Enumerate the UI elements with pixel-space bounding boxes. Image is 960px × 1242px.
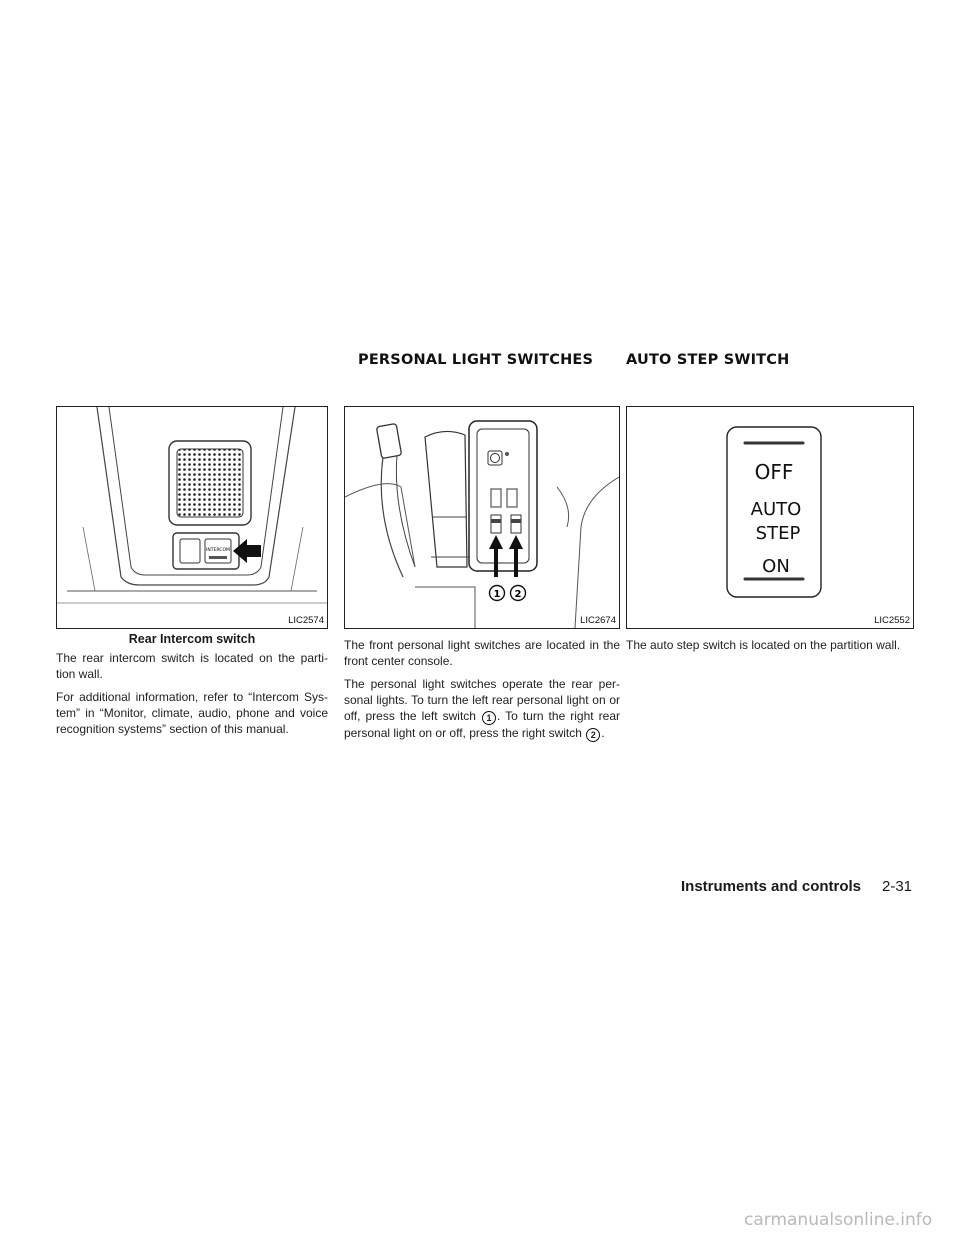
auto-step-illustration [627,407,913,628]
auto-step-location-text: The auto step switch is located on the partition wall. [626,638,901,652]
middle-column [344,637,620,742]
intercom-reference-text: For additional information, refer to “Intercom Sys- tem” in “Monitor, climate, audio, phone and voice recognition systems” section of this manual. [56,690,328,736]
callout-ref-1: 1 [482,711,496,725]
operation-text-part-b: . To turn the right rear personal light on or off, press the right switch [344,709,620,740]
footer-section-title: Instruments and controls [681,878,862,895]
watermark: carmanualsonline.info [744,1210,933,1230]
figure-code: LIC2552 [874,615,910,626]
intercom-switch-label: INTERCOM [206,548,230,553]
operation-text-part-c: . [601,726,605,740]
callout-ref-2: 2 [586,728,600,742]
operation-text-part-a: The personal light switches operate the rear per- sonal lights. To turn the left rear personal light on or off, press the left switch [344,677,620,723]
personal-light-figure [344,406,620,629]
intercom-figure [56,406,328,629]
intercom-illustration [57,407,327,628]
personal-light-operation-text [344,676,620,742]
auto-label: AUTO [750,499,802,520]
callout-1-label: 1 [493,589,501,600]
heading-auto-step-switch: AUTO STEP SWITCH [626,352,790,368]
intercom-caption: Rear Intercom switch [128,632,256,646]
on-label: ON [762,556,790,577]
figure-code: LIC2674 [580,615,616,626]
figure-code: LIC2574 [288,615,324,626]
left-column [56,650,328,737]
right-column [626,637,914,653]
intercom-location-text: The rear intercom switch is located on the parti- tion wall. [56,651,328,681]
off-label: OFF [754,460,794,484]
callout-2-label: 2 [514,589,522,600]
footer-page-number: 2-31 [882,878,913,895]
personal-light-location-text: The front personal light switches are located in the front center console. [344,638,620,668]
heading-personal-light-switches: PERSONAL LIGHT SWITCHES [358,352,594,368]
step-label: STEP [755,523,801,544]
console-illustration [345,407,619,628]
auto-step-figure [626,406,914,629]
